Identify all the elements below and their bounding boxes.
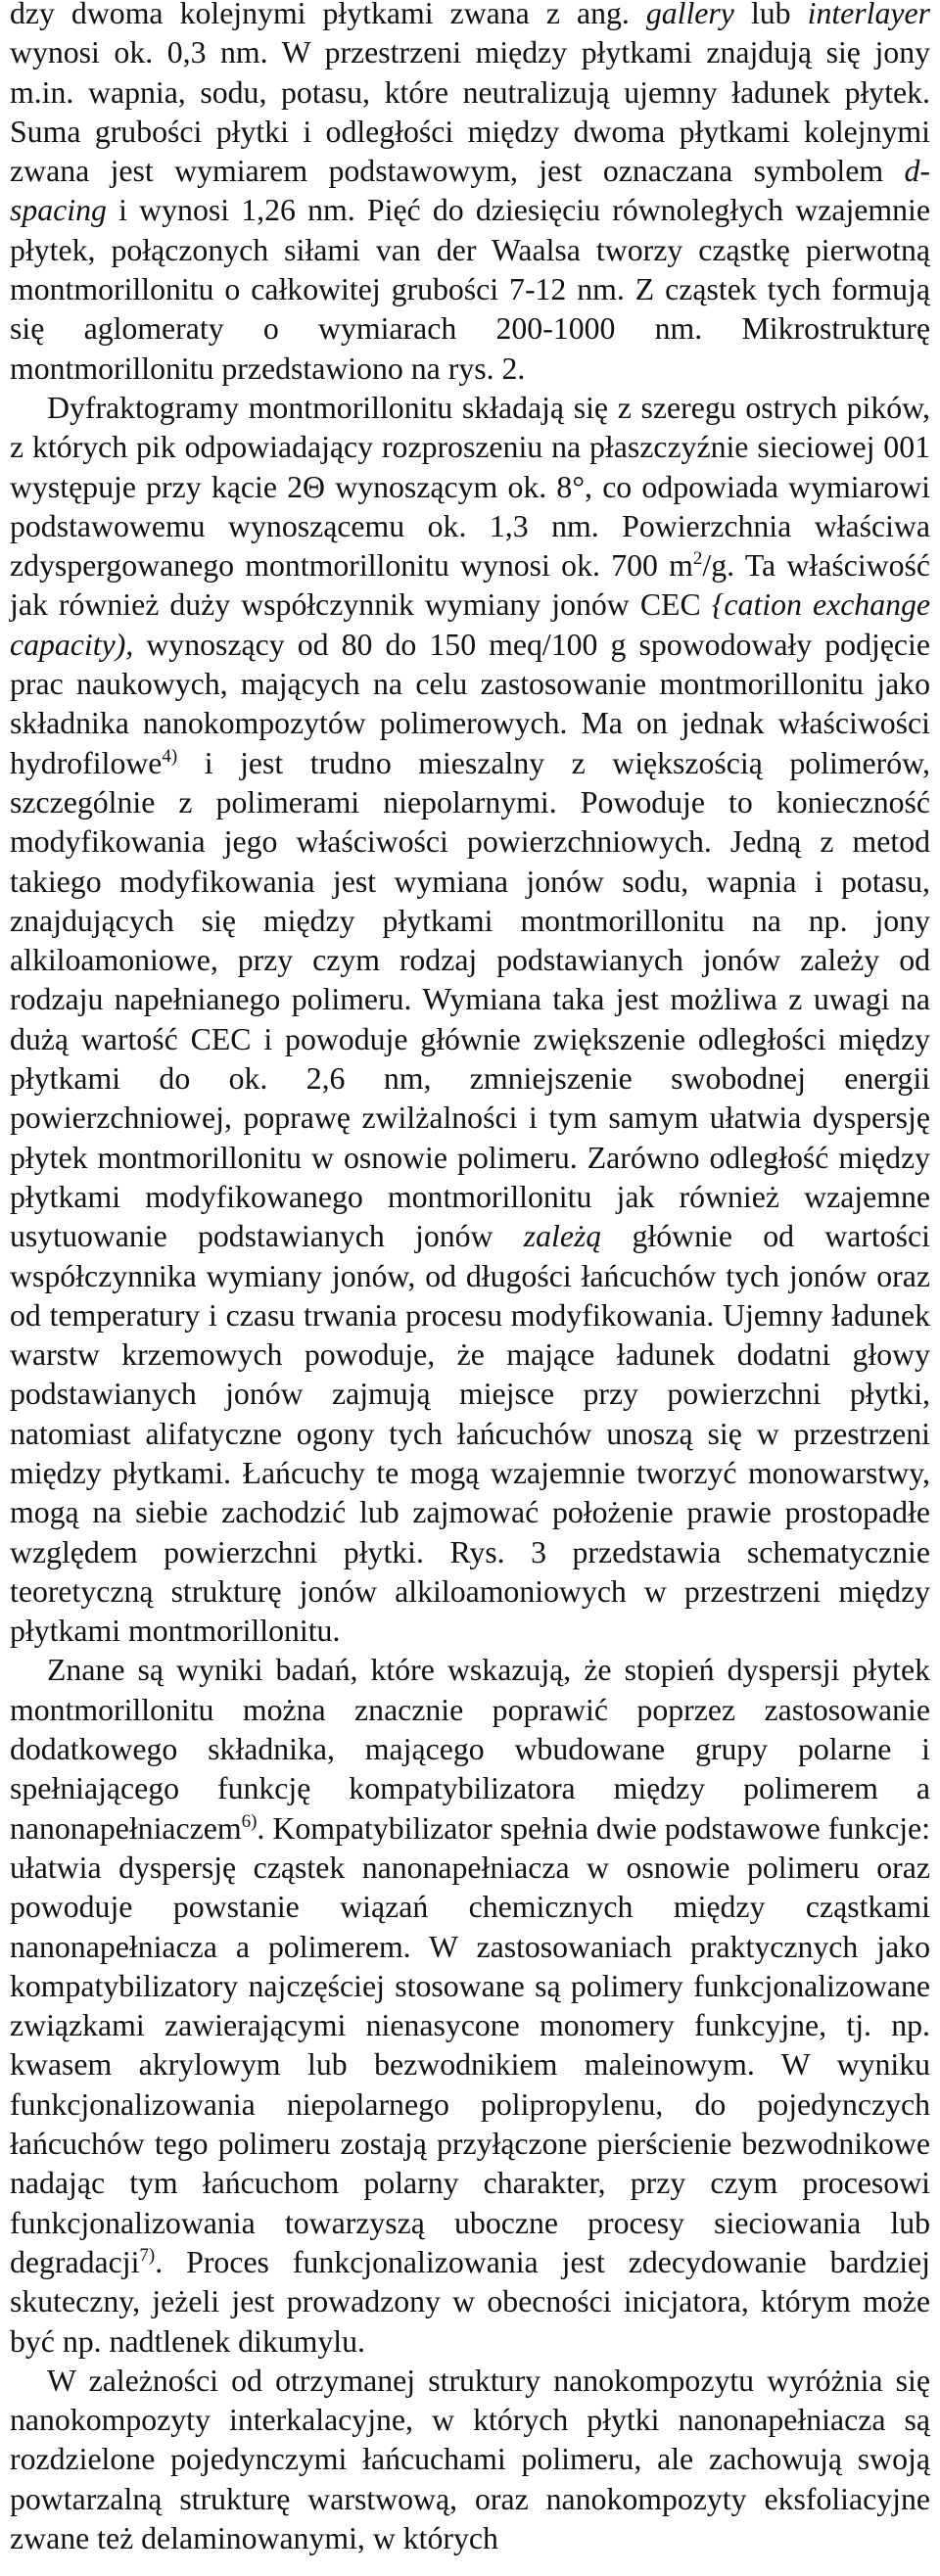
text-run: wynosi ok. 0,3 nm. W przestrzeni między płytkami znajdują się jony m.in. wapnia, sodu, potasu, które neutralizują ujemny ładunek płytek. Suma grubości płytki i odległości między dwoma płytkami kolejnymi zwana jest wymiarem podstawowym, jest oznaczana symbolem	[10, 35, 930, 189]
italic-term: {cation exchange capacity),	[10, 587, 931, 662]
text-run: /g. Ta właściwość jak również duży współczynnik wymiany jonów CEC	[10, 548, 930, 623]
italic-term: d-spacing	[10, 154, 930, 228]
text-run: Dyfraktogramy montmorillonitu składają się z szeregu ostrych pików, z których pik odpowiadający rozproszeniu na płaszczyźnie sieciowej 001 występuje przy kącie 2Θ wynoszącym ok. 8°, co odpowiada wymiarowi podstawowemu wynoszącemu ok. 1,3 nm. Powierzchnia właściwa zdyspergowanego montmorillonitu wynosi ok. 700 m	[10, 390, 930, 584]
text-run: W zależności od otrzymanej struktury nanokompozytu wyróżnia się nanokompozyty interkalacyjne, w których płytki nanonapełniacza są rozdzielone pojedynczymi łańcuchami polimeru, ale zachowują swoją powtarzalną strukturę warstwową, oraz nanokompozyty eksfoliacyjne zwane też delaminowanymi, w których	[10, 2363, 930, 2555]
paragraph-2	[10, 389, 930, 1652]
text-run: dzy dwoma kolejnymi płytkami zwana z ang.	[10, 0, 646, 30]
text-run: głównie od wartości współczynnika wymiany jonów, od długości łańcuchów tych jonów oraz od temperatury i czasu trwania procesu modyfikowania. Ujemny ładunek warstw krzemowych powoduje, że mające ładunek dodatni głowy podstawianych jonów zajmują miejsce przy powierzchni płytki, natomiast alifatyczne ogony tych łańcuchów unoszą się w przestrzeni między płytkami. Łańcuchy te mogą wzajemnie tworzyć monowarstwy, mogą na siebie zachodzić lub zajmować położenie prawie prostopadłe względem powierzchni płytki. Rys. 3 przedstawia schematycznie teoretyczną strukturę jonów alkiloamoniowych w przestrzeni między płytkami montmorillonitu.	[10, 1219, 930, 1649]
text-run: i jest trudno mieszalny z większością polimerów, szczególnie z polimerami niepolarnymi. Powoduje to konieczność modyfikowania jego właściwości powierzchniowych. Jedną z metod takiego modyfikowania jest wymiana jonów sodu, wapnia i potasu, znajdujących się między płytkami montmorillonitu na np. jony alkiloamoniowe, przy czym rodzaj podstawianych jonów zależy od rodzaju napełnianego polimeru. Wymiana taka jest możliwa z uwagi na dużą wartość CEC i powoduje głównie zwiększenie odległości między płytkami do ok. 2,6 nm, zmniejszenie swobodnej energii powierzchniowej, poprawę zwilżalności i tym samym ułatwia dyspersję płytek montmorillonitu w osnowie polimeru. Zarówno odległość między płytkami modyfikowanego montmorillonitu jak również wzajemne usytuowanie podstawianych jonów	[10, 745, 930, 1254]
italic-term: zależą	[523, 1219, 602, 1254]
text-run: i wynosi 1,26 nm. Pięć do dziesięciu równoległych wzajemnie płytek, połączonych siłami van der Waalsa tworzy cząstkę pierwotną montmorillonitu o całkowitej grubości 7-12 nm. Z cząstek tych formują się aglomeraty o wymiarach 200-1000 nm. Mikrostrukturę montmorillonitu przedstawiono na rys. 2.	[10, 193, 930, 386]
italic-term: interlayer	[807, 0, 930, 30]
paragraph-3	[10, 1651, 930, 2361]
paragraph-4	[10, 2362, 930, 2558]
text-run: . Kompatybilizator spełnia dwie podstawowe funkcje: ułatwia dyspersję cząstek nanonapełniacza w osnowie polimeru oraz powoduje powstanie wiązań chemicznych między cząstkami nanonapełniacza a polimerem. W zastosowaniach praktycznych jako kompatybilizatory najczęściej stosowane są polimery funkcjonalizowane związkami zawierającymi nienasycone monomery funkcyjne, tj. np. kwasem akrylowym lub bezwodnikiem maleinowym. W wyniku funkcjonalizowania niepolarnego polipropylenu, do pojedynczych łańcuchów tego polimeru zostają przyłączone pierścienie bezwodnikowe nadając tym łańcuchom polarny charakter, przy czym procesowi funkcjonalizowania towarzyszą uboczne procesy sieciowania lub degradacji	[10, 1810, 930, 2279]
text-run: Znane są wyniki badań, które wskazują, że stopień dyspersji płytek montmorillonitu można znacznie poprawić poprzez zastosowanie dodatkowego składnika, mającego wbudowane grupy polarne i spełniającego funkcję kompatybilizatora między polimerem a nanonapełniaczem	[10, 1653, 930, 1846]
paragraph-1	[10, 0, 930, 389]
italic-term: gallery	[645, 0, 734, 30]
footnote-ref: 7)	[139, 2244, 156, 2266]
text-run: wynoszący od 80 do 150 meq/100 g spowodowały podjęcie prac naukowych, mających na celu zastosowanie montmorillonitu jako składnika nanokompozytów polimerowych. Ma on jednak właściwości hydrofilowe	[10, 627, 930, 780]
body-text	[10, 0, 930, 2558]
footnote-ref: 4)	[162, 745, 178, 767]
footnote-ref: 6)	[241, 1810, 258, 1832]
text-run: . Proces funkcjonalizowania jest zdecydowanie bardziej skuteczny, jeżeli jest prowadzony w obecności inicjatora, którym może być np. nadtlenek dikumylu.	[10, 2244, 930, 2359]
text-run: lub	[733, 0, 808, 30]
superscript: 2	[692, 548, 703, 570]
